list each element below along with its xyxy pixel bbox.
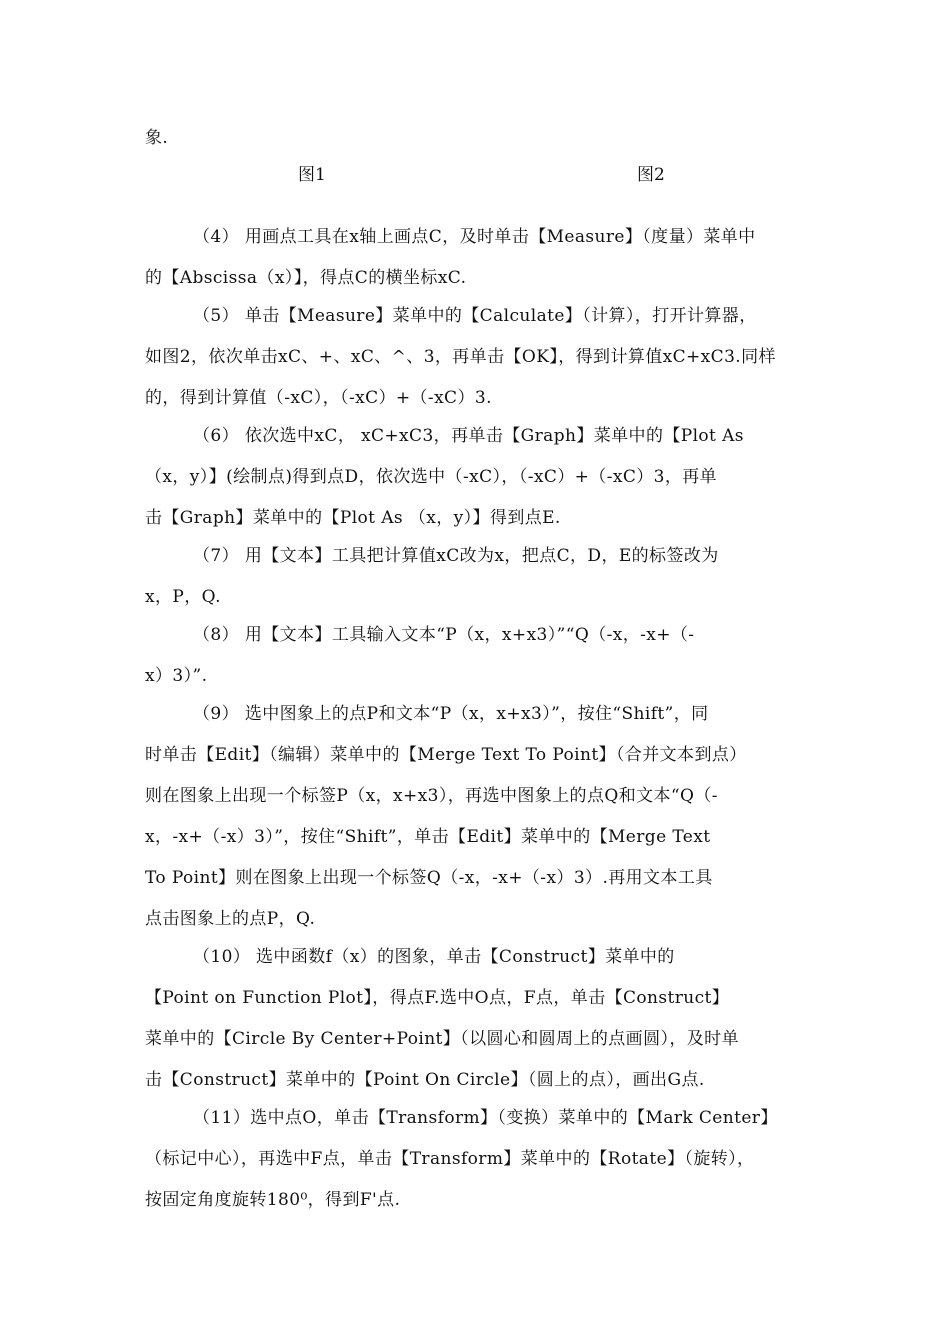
- step-9-line-5: To Point】则在图象上出现一个标签Q（-x，-x+（-x）3）.再用文本工具: [145, 868, 713, 888]
- step-5-line-1: （5） 单击【Measure】菜单中的【Calculate】（计算），打开计算器，: [193, 306, 757, 326]
- step-5-line-2: 如图2，依次单击xC、+、xC、^、3，再单击【OK】，得到计算值xC+xC3.同样: [145, 347, 776, 367]
- step-4-line-2: 的【Abscissa（x）】，得点C的横坐标xC.: [145, 268, 467, 288]
- step-8-line-2: x）3）”.: [145, 666, 208, 686]
- step-6-line-3: 击【Graph】菜单中的【Plot As （x，y）】得到点E.: [145, 508, 561, 528]
- step-6-line-1: （6） 依次选中xC， xC+xC3，再单击【Graph】菜单中的【Plot As: [193, 426, 744, 446]
- step-9-line-2: 时单击【Edit】（编辑）菜单中的【Merge Text To Point】（合并文本到点）: [145, 745, 747, 765]
- step-6-line-2: （x，y）】(绘制点)得到点D，依次选中（-xC），（-xC）+（-xC）3，再单: [145, 467, 718, 487]
- step-5-line-3: 的，得到计算值（-xC），（-xC）+（-xC）3.: [145, 388, 492, 408]
- figure-caption-1: 图1: [298, 165, 326, 185]
- figure-caption-2: 图2: [637, 165, 665, 185]
- step-4-line-1: （4） 用画点工具在x轴上画点C，及时单击【Measure】（度量）菜单中: [193, 227, 756, 247]
- step-11-line-3: 按固定角度旋转180⁰，得到F'点.: [145, 1190, 401, 1210]
- step-9-line-6: 点击图象上的点P，Q.: [145, 909, 316, 929]
- step-8-line-1: （8） 用【文本】工具输入文本“P（x，x+x3）”“Q（-x，-x+（-: [193, 625, 695, 645]
- step-10-line-4: 击【Construct】菜单中的【Point On Circle】（圆上的点），画出G点.: [145, 1070, 705, 1090]
- step-7-line-2: x，P，Q.: [145, 587, 221, 607]
- intro-text: 象.: [145, 128, 169, 148]
- step-10-line-2: 【Point on Function Plot】，得点F.选中O点，F点，单击【Construct】: [145, 988, 730, 1008]
- step-10-line-3: 菜单中的【Circle By Center+Point】（以圆心和圆周上的点画圆），及时单: [145, 1029, 739, 1049]
- step-9-line-1: （9） 选中图象上的点P和文本“P（x，x+x3）”，按住“Shift”，同: [193, 704, 709, 724]
- step-9-line-4: x，-x+（-x）3）”，按住“Shift”，单击【Edit】菜单中的【Merge Text: [145, 827, 711, 847]
- step-7-line-1: （7） 用【文本】工具把计算值xC改为x，把点C，D，E的标签改为: [193, 546, 719, 566]
- step-11-line-1: （11）选中点O，单击【Transform】（变换）菜单中的【Mark Center】: [193, 1108, 778, 1128]
- step-11-line-2: （标记中心），再选中F点，单击【Transform】菜单中的【Rotate】（旋转），: [145, 1149, 755, 1169]
- step-9-line-3: 则在图象上出现一个标签P（x，x+x3），再选中图象上的点Q和文本“Q（-: [145, 786, 718, 806]
- step-10-line-1: （10） 选中函数f（x）的图象，单击【Construct】菜单中的: [193, 947, 675, 967]
